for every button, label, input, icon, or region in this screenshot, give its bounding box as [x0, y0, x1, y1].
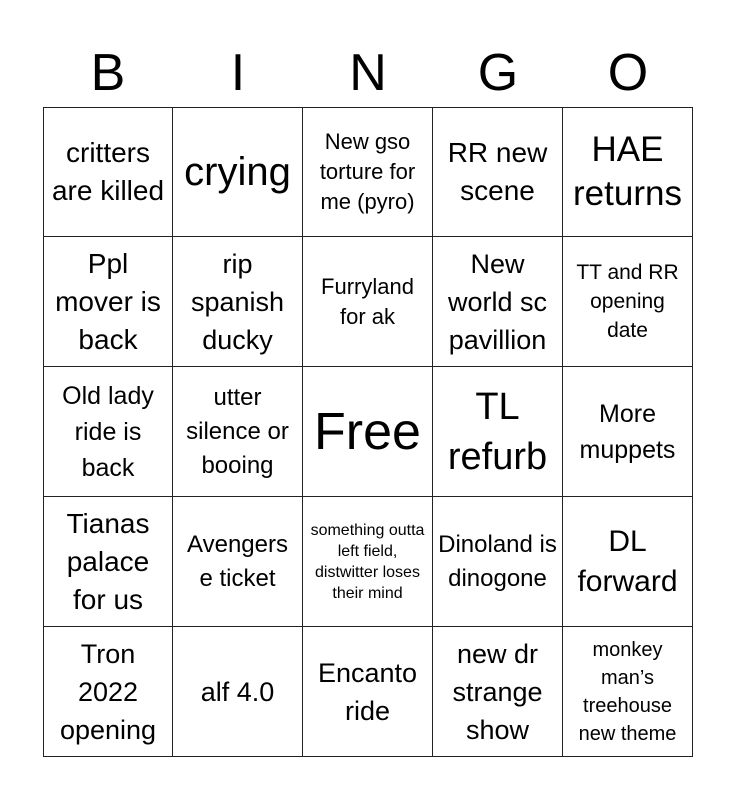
bingo-cell[interactable]: [303, 497, 433, 627]
cell-text: RR new scene: [447, 137, 548, 206]
bingo-cell[interactable]: [563, 627, 693, 757]
bingo-cell[interactable]: [173, 107, 303, 237]
cell-text: Encanto ride: [317, 657, 418, 726]
cell-text: New world sc pavillion: [447, 248, 548, 355]
cell-text: Tron 2022 opening: [59, 638, 157, 745]
bingo-cell[interactable]: [43, 627, 173, 757]
bingo-cell[interactable]: [563, 497, 693, 627]
cell-text: Free: [314, 402, 421, 461]
cell-text: crying: [184, 150, 291, 194]
cell-text: Furryland for ak: [321, 273, 414, 329]
bingo-cell[interactable]: [433, 107, 563, 237]
bingo-cell[interactable]: [563, 367, 693, 497]
cell-text: new dr strange show: [452, 638, 543, 745]
cell-text: Ppl mover is back: [55, 247, 161, 355]
cell-text: Avengers e ticket: [187, 530, 288, 592]
bingo-board: [43, 107, 693, 757]
bingo-cell[interactable]: [563, 107, 693, 237]
cell-text: Tianas palace for us: [66, 507, 150, 615]
bingo-cell[interactable]: [303, 237, 433, 367]
bingo-cell[interactable]: [303, 627, 433, 757]
bingo-cell[interactable]: [43, 367, 173, 497]
bingo-cell[interactable]: [433, 627, 563, 757]
bingo-cell[interactable]: [173, 367, 303, 497]
free-space[interactable]: [303, 367, 433, 497]
cell-text: New gso torture for me (pyro): [319, 129, 416, 214]
header-letter-g: G: [477, 44, 519, 102]
header-letter-b: B: [90, 44, 126, 102]
bingo-cell[interactable]: [433, 367, 563, 497]
cell-text: alf 4.0: [200, 676, 275, 707]
bingo-cell[interactable]: [433, 497, 563, 627]
bingo-cell[interactable]: [173, 497, 303, 627]
bingo-cell[interactable]: [173, 237, 303, 367]
cell-text: something outta left field, distwitter loses their mind: [310, 521, 425, 602]
cell-text: critters are killed: [51, 137, 165, 206]
cell-text: DL forward: [577, 524, 678, 598]
header-letter-i: I: [230, 44, 246, 102]
bingo-cell[interactable]: [173, 627, 303, 757]
cell-text: More muppets: [579, 399, 676, 464]
cell-text: rip spanish ducky: [190, 248, 285, 355]
header-letter-n: N: [349, 44, 387, 102]
bingo-cell[interactable]: [303, 107, 433, 237]
bingo-cell[interactable]: [433, 237, 563, 367]
cell-text: Old lady ride is back: [62, 381, 154, 482]
cell-text: utter silence or booing: [186, 383, 289, 479]
bingo-cell[interactable]: [563, 237, 693, 367]
cell-text: TT and RR opening date: [576, 261, 679, 342]
bingo-cell[interactable]: [43, 237, 173, 367]
header-letter-o: O: [607, 44, 649, 102]
cell-text: monkey man’s treehouse new theme: [578, 638, 677, 745]
cell-text: HAE returns: [573, 130, 682, 213]
bingo-header: [43, 40, 693, 106]
cell-text: Dinoland is dinogone: [438, 530, 557, 592]
bingo-cell[interactable]: [43, 107, 173, 237]
bingo-cell[interactable]: [43, 497, 173, 627]
cell-text: TL refurb: [447, 385, 548, 478]
